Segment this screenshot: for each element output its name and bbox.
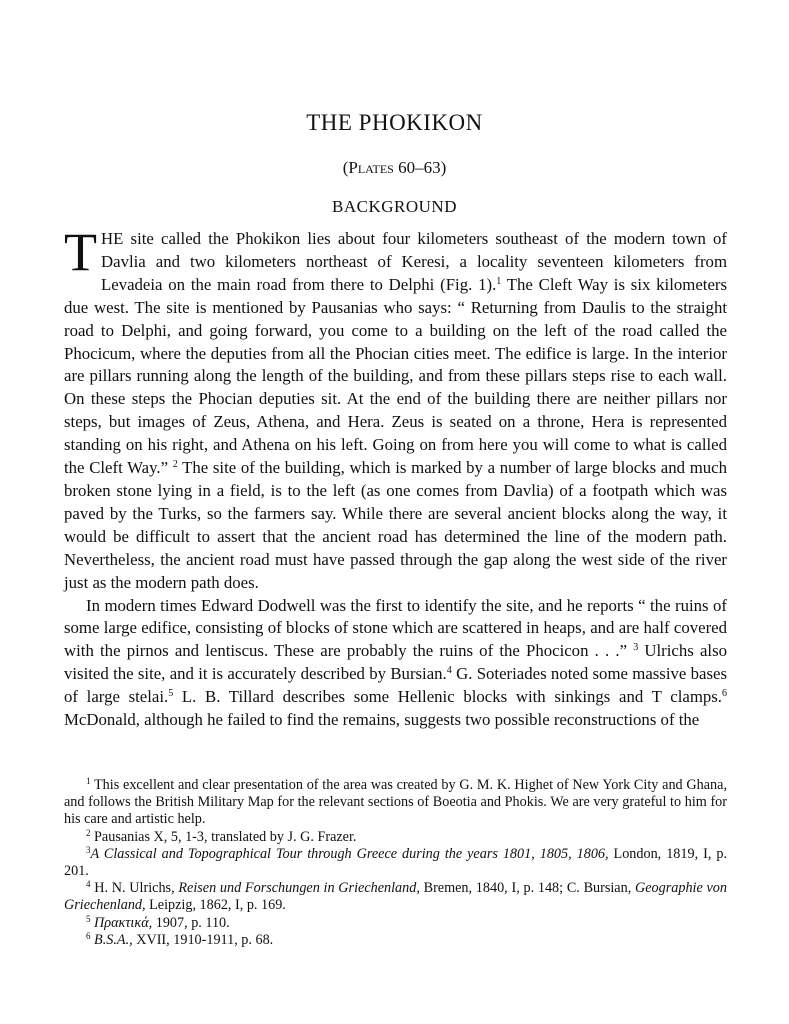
- footnote-ref-2: 2: [172, 459, 178, 471]
- plates-label: Plates: [348, 158, 394, 177]
- paragraph-2-text-b: Ulrichs also visited the site, and it is accurately described by Bursian.: [64, 641, 728, 684]
- footnote-ref-1: 1: [496, 275, 502, 287]
- plates-reference: [0, 158, 789, 178]
- footnote-ref-5: 5: [168, 688, 174, 700]
- footnote-5-number: 5: [86, 913, 91, 924]
- footnote-4-text-a: H. N. Ulrichs,: [90, 880, 179, 897]
- footnote-3: [64, 846, 727, 880]
- footnote-3-text: London, 1819, I, p. 201.: [64, 845, 727, 880]
- footnote-2-number: 2: [86, 827, 91, 838]
- drop-cap: T: [64, 222, 97, 282]
- footnote-4-title-2: Geographie von Griechenland,: [64, 880, 727, 914]
- plates-close-paren: ): [440, 158, 447, 177]
- footnote-1-text: This excellent and clear presentation of the area was created by G. M. K. Highet of New York City and Ghana, and follows the British Military Map for the relevant sections of Boeotia and Phokis. We are very grateful to him for his care and artistic help.: [64, 777, 727, 828]
- footnote-5: [64, 915, 727, 932]
- footnote-ref-6: 6: [722, 688, 727, 700]
- page-title: THE PHOKIKON: [306, 110, 483, 135]
- paragraph-1-text-a: HE site called the Phokikon lies about four kilometers southeast of the modern town of Davlia and two kilometers northeast of Keresi, a locality seventeen kilometers from Levadeia on the main road from there to Delphi (Fig. 1).: [101, 229, 727, 294]
- footnote-ref-4: 4: [446, 665, 452, 677]
- footnote-4: [64, 880, 727, 914]
- paragraph-2-text-a: In modern times Edward Dodwell was the first to identify the site, and he reports “ the ruins of some large edifice, consisting of blocks of stone which are scattered in heaps, and are half covered with the pirnos and lentiscus. These are probably the ruins of the Phocicon . . .”: [64, 595, 727, 661]
- footnote-3-title: A Classical and Topographical Tour through Greece during the years 1801, 1805, 1806,: [90, 845, 609, 862]
- footnotes: [64, 777, 727, 949]
- footnote-3-number: 3: [86, 844, 91, 855]
- paragraph-2: [64, 595, 727, 732]
- footnote-5-greek-title: Πρακτικά,: [90, 914, 153, 931]
- footnote-2-text: Pausanias X, 5, 1-3, translated by J. G. Frazer.: [90, 828, 357, 845]
- footnote-6-title: B.S.A.,: [90, 931, 133, 948]
- plates-range: 60–63: [398, 158, 441, 177]
- footnote-4-title-1: Reisen und Forschungen in Griechenland,: [178, 880, 420, 897]
- plates-open-paren: (: [342, 158, 349, 177]
- paragraph-2-text-e: McDonald, although he failed to find the remains, suggests two possible reconstructions of the: [64, 710, 700, 730]
- footnote-6: [64, 932, 727, 949]
- body-text: [64, 222, 728, 732]
- footnote-4-number: 4: [86, 879, 91, 890]
- footnote-1-number: 1: [86, 776, 91, 786]
- paragraph-1-text-c: The site of the building, which is marked by a number of large blocks and much broken stone lying in a field, is to the left (as one comes from Davlia) of a footpath which was paved by the Turks, so the farmers say. While there are several ancient blocks along the way, it would be difficult to assert that the ancient road has determined the line of the modern path. Nevertheless, the ancient road must have passed through the gap along the west side of the river just as the modern path does.: [64, 458, 727, 592]
- section-heading: BACKGROUND: [332, 197, 457, 216]
- footnote-6-text: XVII, 1910-1911, p. 68.: [132, 931, 274, 948]
- footnote-2: [64, 829, 727, 846]
- paragraph-1-text-b: The Cleft Way is six kilometers due west. The site is mentioned by Pausanias who says: “ Returning from Daulis to the straight road to Delphi, and going forward, you come to a building on the left of the road called the Phocicum, where the deputies from all the Phocian cities meet. The edifice is large. In the interior are pillars running along the length of the building, and from these pillars steps rise to each wall. On these steps the Phocian deputies sit. At the end of the building there are neither pillars nor steps, but images of Zeus, Athena, and Hera. Zeus is seated on a throne, Hera is represented standing on his right, and Athena on his left. Going on from here you will come to what is called the Cleft Way.”: [64, 274, 728, 478]
- footnote-ref-3: 3: [633, 642, 639, 654]
- paragraph-2-text-c: G. Soteriades noted some massive bases of large stelai.: [64, 664, 727, 707]
- footnote-5-text: 1907, p. 110.: [152, 914, 230, 931]
- footnote-4-text-c: Bremen, 1840, I, p. 148; C. Bursian,: [419, 880, 635, 897]
- paragraph-1: [64, 222, 728, 595]
- paragraph-2-text-d: L. B. Tillard describes some Hellenic blocks with sinkings and T clamps.: [173, 687, 722, 707]
- footnote-4-text-e: Leipzig, 1862, I, p. 169.: [145, 897, 286, 914]
- footnote-6-number: 6: [86, 930, 91, 941]
- footnote-1: [64, 777, 727, 829]
